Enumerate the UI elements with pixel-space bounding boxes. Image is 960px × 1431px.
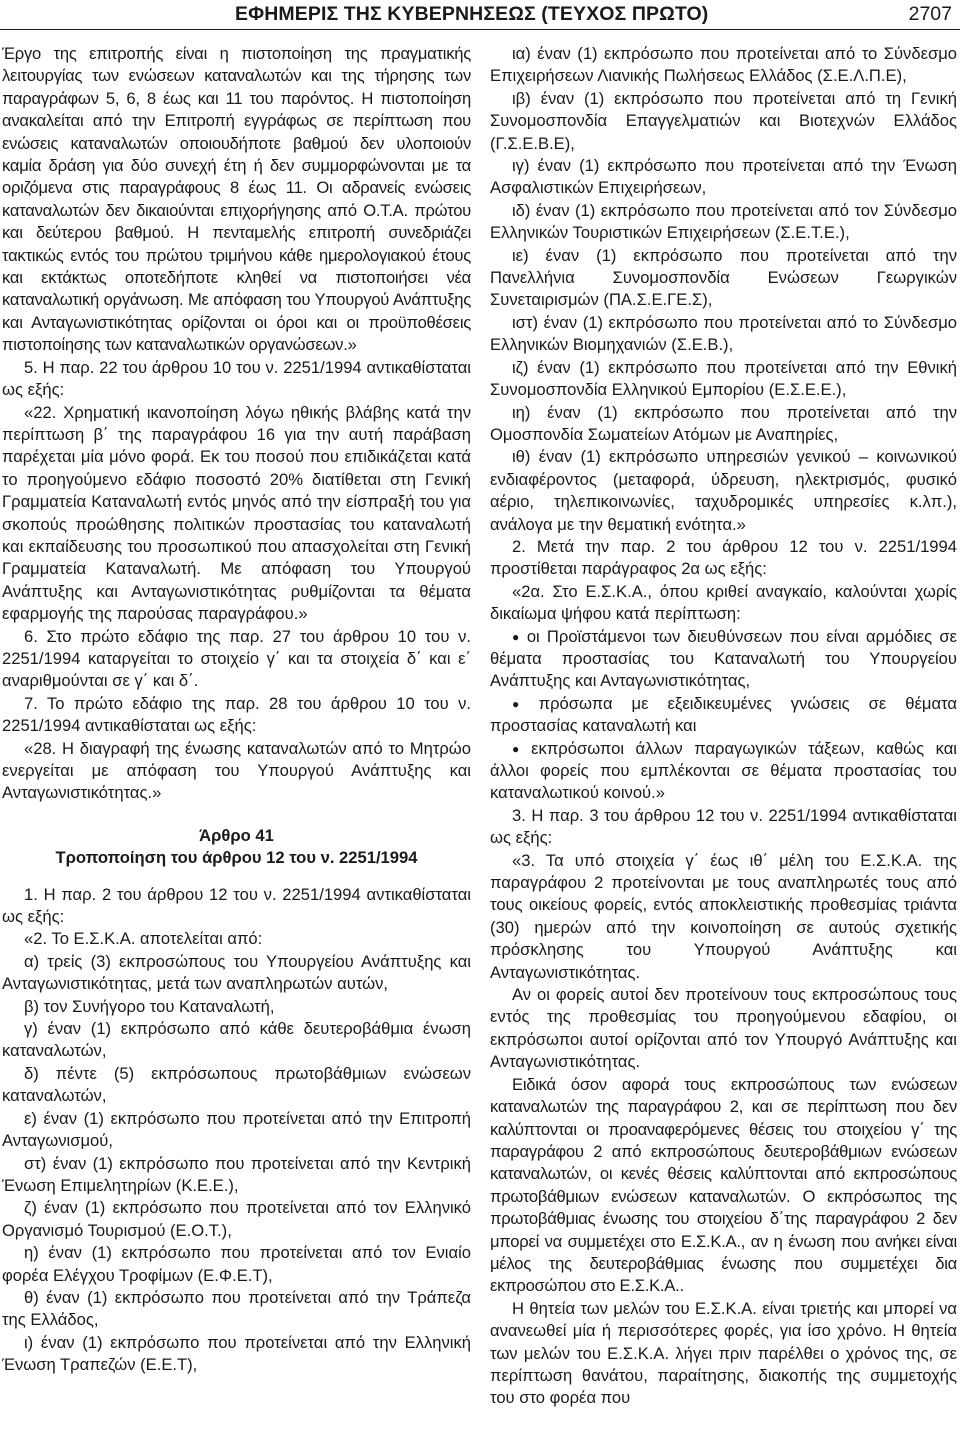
list-item: ιζ) έναν (1) εκπρόσωπο που προτείνεται από την Εθνική Συνομοσπονδία Ελληνικού Εμπορίου (Ε.Σ.Ε.Ε.), — [490, 357, 957, 400]
list-item: ιβ) έναν (1) εκπρόσωπο που προτείνεται από τη Γενική Συνομοσπονδία Επαγγελματιών και Βιοτεχνών Ελλάδος (Γ.Σ.Ε.Β.Ε), — [490, 88, 957, 153]
paragraph: Η θητεία των μελών του Ε.Σ.Κ.Α. είναι τριετής και μπορεί να ανανεωθεί μία ή περισσότερες φορές, για ίσο χρόνο. Η θητεία των μελών του Ε.Σ.Κ.Α. λήγει πριν παρέλθει ο χρόνος της, σε περίπτωση θανάτου, παραίτησης, διακοπής της συμμετοχής του στο φορέα που — [490, 1298, 957, 1408]
page-header — [0, 0, 960, 30]
gazette-title: ΕΦΗΜΕΡΙΣ ΤΗΣ ΚΥΒΕΡΝΗΣΕΩΣ (ΤΕΥΧΟΣ ΠΡΩΤΟ) — [235, 3, 709, 25]
list-item: ιστ) έναν (1) εκπρόσωπο που προτείνεται από το Σύνδεσμο Ελληνικών Βιομηχανιών (Σ.Ε.Β.), — [490, 312, 957, 355]
bullet-item: ● πρόσωπα με εξειδικευμένες γνώσεις σε θέματα προστασίας καταναλωτή και — [490, 693, 957, 738]
paragraph: «22. Χρηματική ικανοποίηση λόγω ηθικής βλάβης κατά την περίπτωση β΄ της παραγράφου 16 για την αυτή παράβαση παρέχεται μία μόνο φορά. Εκ του ποσού που επιδικάζεται κατά το προηγούμενο εδάφιο ποσοστό 20% διατίθεται στη Γενική Γραμματεία Καταναλωτή εντός μηνός από την είσπραξή του για σκοπούς προώθησης πολιτικών προστασίας του καταναλωτή και εκπαίδευσης του προσωπικού που απασχολείται στη Γενική Γραμματεία Καταναλωτή. Με απόφαση του Υπουργού Ανάπτυξης και Ανταγωνιστικότητας ρυθμίζονται τα θέματα εφαρμογής της παρούσας παραγράφου.» — [2, 402, 471, 624]
paragraph: 2. Μετά την παρ. 2 του άρθρου 12 του ν. 2251/1994 προστίθεται παράγραφος 2α ως εξής: — [490, 536, 957, 579]
list-item: ια) έναν (1) εκπρόσωπο που προτείνεται από το Σύνδεσμο Επιχειρήσεων Λιανικής Πωλήσεως Ελλάδος (Σ.Ε.Λ.Π.Ε), — [490, 44, 957, 86]
paragraph: «28. Η διαγραφή της ένωσης καταναλωτών από το Μητρώο ενεργείται με απόφαση του Υπουργού Ανάπτυξης και Ανταγωνιστικότητας.» — [2, 738, 471, 803]
list-item: β) τον Συνήγορο του Καταναλωτή, — [24, 996, 275, 1016]
list-item: ιδ) έναν (1) εκπρόσωπο που προτείνεται από τον Σύνδεσμο Ελληνικών Τουριστικών Επιχειρήσεων (Σ.Ε.Τ.Ε.), — [490, 200, 957, 243]
list-item: η) έναν (1) εκπρόσωπο που προτείνεται από τον Ενιαίο φορέα Ελέγχου Τροφίμων (Ε.Φ.Ε.Τ), — [2, 1243, 471, 1285]
list-item: ι) έναν (1) εκπρόσωπο που προτείνεται από την Ελληνική Ένωση Τραπεζών (Ε.Ε.Τ), — [2, 1332, 471, 1375]
header-rule — [0, 29, 960, 30]
article-title: Τροποποίηση του άρθρου 12 του ν. 2251/1994 — [55, 848, 418, 868]
list-item: στ) έναν (1) εκπρόσωπο που προτείνεται από την Κεντρική Ένωση Επιμελητηρίων (Κ.Ε.Ε.), — [2, 1153, 471, 1195]
bullet-item: ● οι Προϊστάμενοι των διευθύνσεων που είναι αρμόδιες σε θέματα προστασίας του Καταναλωτή του Υπουργείου Ανάπτυξης και Ανταγωνιστικότητας, — [490, 626, 957, 693]
list-item: γ) έναν (1) εκπρόσωπο από κάθε δευτεροβάθμια ένωση καταναλωτών, — [2, 1019, 471, 1061]
paragraph — [2, 43, 471, 357]
list-item: ιγ) έναν (1) εκπρόσωπο που προτείνεται από την Ένωση Ασφαλιστικών Επιχειρήσεων, — [490, 156, 957, 198]
paragraph: «3. Τα υπό στοιχεία γ΄ έως ιθ΄ μέλη του Ε.Σ.Κ.Α. της παραγράφου 2 προτείνονται με τους αναπληρωτές τους από τους οικείους φορείς, εντός αποκλειστικής προθεσμίας τριάντα (30) ημερών από την κοινοποίηση σε αυτούς σχετικής πρόσκλησης του Υπουργού Ανάπτυξης και Ανταγωνιστικότητας. — [490, 850, 957, 982]
left-column — [2, 43, 471, 1377]
paragraph: Αν οι φορείς αυτοί δεν προτείνουν τους εκπροσώπους τους εντός της προθεσμίας του προηγούμενου εδαφίου, οι εκπρόσωποι αυτοί ορίζονται από τον Υπουργό Ανάπτυξης και Ανταγωνιστικότητας. — [490, 985, 957, 1072]
paragraph-text: Έργο της επιτροπής είναι η πιστοποίηση της πραγματικής λειτουργίας των ενώσεων καταναλωτών και της τήρησης των παραγράφων 5, 6, 8 έως και 11 του παρόντος. Η πιστοποίηση ανακαλείται από την Επιτροπή εγγράφως σε περίπτωση που ενώσεις καταναλωτών οποιουδήποτε βαθμού δεν υλοποιούν καμία δράση για δύο συνεχή έτη ή δεν συμμορφώνονται με τα οριζόμενα στις παραγράφους 8 έως 11. Οι αδρανείς ενώσεις καταναλωτών δεν δικαιούνται επιχορήγησης από Ο.Τ.Α. πρώτου και δεύτερου βαθμού. — [2, 44, 471, 243]
list-item: ιη) έναν (1) εκπρόσωπο που προτείνεται από την Ομοσπονδία Σωματείων Ατόμων με Αναπηρίες, — [490, 402, 957, 444]
paragraph: 5. Η παρ. 22 του άρθρου 10 του ν. 2251/1994 αντικαθίσταται ως εξής: — [2, 357, 471, 400]
paragraph: Ειδικά όσον αφορά τους εκπροσώπους των ενώσεων καταναλωτών της παραγράφου 2, και σε περίπτωση που δεν καλύπτονται οι προαναφερόμενες θέσεις του στοιχείου γ΄ της παραγράφου 2 από εκπροσώπους δευτεροβάθμιων ενώσεων καταναλωτών, οι κενές θέσεις καλύπτονται από εκπροσώπους πρωτοβάθμιων ενώσεων καταναλωτών. Ο εκπρόσωπος της πρωτοβάθμιας ένωσης του στοιχείου δ΄της παραγράφου 2 δεν μπορεί να συμμετέχει στο Ε.Σ.Κ.Α., αν η ένωση που ανήκει είναι μέλος της δευτεροβάθμιας ένωσης που συμμετέχει δια εκπροσώπου στο Ε.Σ.Κ.Α.. — [490, 1074, 957, 1296]
paragraph: 7. Το πρώτο εδάφιο της παρ. 28 του άρθρου 10 του ν. 2251/1994 αντικαθίσταται ως εξής: — [2, 693, 471, 736]
bullet-item: ● εκπρόσωποι άλλων παραγωγικών τάξεων, καθώς και άλλοι φορείς που εμπλέκονται σε θέματα προστασίας του καταναλωτικού κοινού.» — [490, 738, 957, 805]
list-item: ιε) έναν (1) εκπρόσωπο που προτείνεται από την Πανελλήνια Συνομοσπονδία Ενώσεων Γεωργικών Συνεταιρισμών (ΠΑ.Σ.Ε.ΓΕ.Σ), — [490, 245, 957, 310]
list-item: ε) έναν (1) εκπρόσωπο που προτείνεται από την Επιτροπή Ανταγωνισμού, — [2, 1108, 471, 1151]
list-item: ιθ) έναν (1) εκπρόσωπο υπηρεσιών γενικού – κοινωνικού ενδιαφέροντος (μεταφορά, ύδρευση, ηλεκτρισμός, φυσικό αέριο, τηλεπικοινωνίες, ταχυδρομικές υπηρεσίες κ.λπ.), ανάλογα με την θεματική ενότητα.» — [490, 447, 957, 534]
paragraph: «2α. Στο Ε.Σ.Κ.Α., όπου κριθεί αναγκαίο, καλούνται χωρίς δικαίωμα ψήφου κατά περίπτωση: — [490, 581, 957, 624]
right-column — [490, 43, 957, 1410]
paragraph: 3. Η παρ. 3 του άρθρου 12 του ν. 2251/1994 αντικαθίσταται ως εξής: — [490, 805, 957, 848]
paragraph: «2. Το Ε.Σ.Κ.Α. αποτελείται από: — [24, 929, 263, 949]
paragraph: 6. Στο πρώτο εδάφιο της παρ. 27 του άρθρου 10 του ν. 2251/1994 καταργείται το στοιχείο γ΄ και τα στοιχεία δ΄ και ε΄ αναριθμούνται σε γ΄ και δ΄. — [2, 626, 471, 691]
paragraph-text: Η πενταμελής επιτροπή συνεδριάζει τακτικώς εντός του πρώτου τριμήνου κάθε ημερολογιακού έτους και εκτάκτως οποτεδήποτε κληθεί να πιστοποιήσει νέα καταναλωτική οργάνωση. Με απόφαση του Υπουργού Ανάπτυξης και Ανταγωνιστικότητας ορίζονται οι όροι και οι προϋποθέσεις πιστοποίησης των καταναλωτικών οργανώσεων.» — [2, 223, 472, 355]
page-number: 2707 — [908, 3, 952, 25]
paragraph: 1. Η παρ. 2 του άρθρου 12 του ν. 2251/1994 αντικαθίσταται ως εξής: — [2, 884, 471, 927]
list-item: ζ) έναν (1) εκπρόσωπο που προτείνεται από τον Ελληνικό Οργανισμό Τουρισμού (Ε.Ο.Τ.), — [2, 1198, 471, 1240]
list-item: α) τρείς (3) εκπροσώπους του Υπουργείου Ανάπτυξης και Ανταγωνιστικότητας, μετά των αναπληρωτών αυτών, — [2, 951, 471, 994]
article-number: Άρθρο 41 — [199, 825, 274, 845]
list-item: θ) έναν (1) εκπρόσωπο που προτείνεται από την Τράπεζα της Ελλάδος, — [2, 1287, 471, 1330]
list-item: δ) πέντε (5) εκπρόσωπους πρωτοβάθμιων ενώσεων καταναλωτών, — [2, 1063, 471, 1106]
